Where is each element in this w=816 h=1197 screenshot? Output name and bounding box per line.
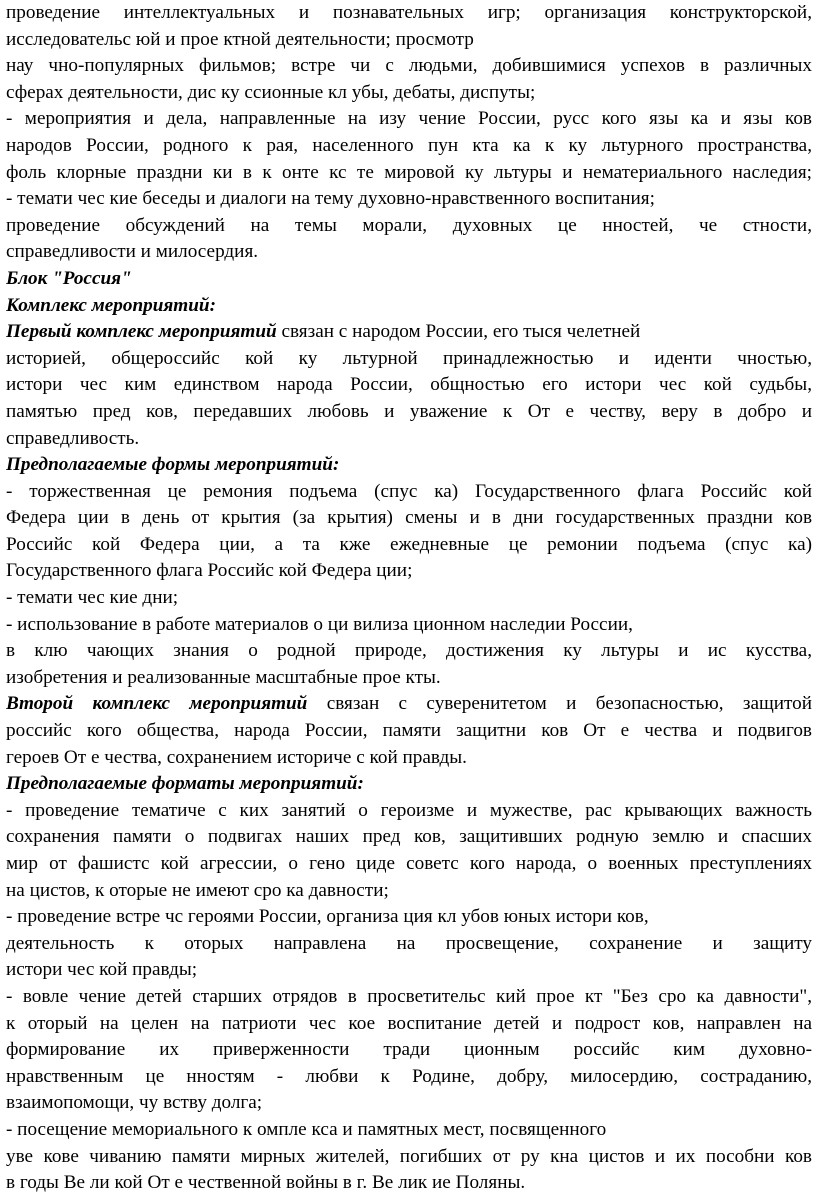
text-line: в клю чающих знания о родной природе, достижения ку льтуры и ис кусства, — [6, 640, 812, 662]
text-line: - проведение тематиче с ких занятий о героизме и мужестве, рас крывающих важность — [6, 799, 812, 821]
text-line: истори чес ким единством народа России, общностью его истори чес кой судьбы, — [6, 374, 812, 396]
text-line: сохранения памяти о подвигах наших пред ков, защитивших родную землю и спасших — [6, 826, 812, 848]
text-line: истори чес кой правды; — [6, 959, 198, 981]
text-line: историей, общероссийс кой ку льтурной принадлежностью и иденти чностью, — [6, 347, 812, 369]
text-line: героев От е чества, сохранением историче с кой правды. — [6, 746, 467, 768]
text-line: - торжественная це ремония подъема (спус ка) Государственного флага Российс кой — [6, 480, 812, 502]
text-line: деятельность к оторых направлена на просвещение, сохранение и защиту — [6, 932, 812, 954]
text-line: фоль клорные праздни ки в к онте кс те мировой ку льтуры и нематериального наследия; — [6, 161, 812, 183]
text-line: народов России, родного к рая, населенного пун кта ка к ку льтурного пространства, — [6, 134, 812, 156]
text-line: взаимопомощи, чу вству долга; — [6, 1092, 263, 1114]
text-line: мир от фашистс кой агрессии, о гено циде советс кого народа, о военных преступлениях — [6, 853, 812, 874]
heading-text: Предполагаемые форматы мероприятий: — [6, 773, 364, 795]
text-line: Федера ции в день от крытия (за крытия) смены и в дни государственных праздни ков — [6, 507, 812, 529]
section-heading-complex — [6, 293, 812, 320]
text-line: нау чно-популярных фильмов; встре чи с людьми, добившимися успехов в различных — [6, 55, 812, 77]
heading-text: Комплекс мероприятий: — [6, 294, 216, 316]
section-heading-russia — [6, 266, 812, 293]
inline-heading: Второй комплекс мероприятий — [6, 693, 308, 715]
text-line: - темати чес кие беседы и диалоги на тему духовно-нравственного воспитания; — [6, 188, 655, 210]
text-line: в годы Ве ли кой От е чественной войны в г. Ве лик ие Поляны. — [6, 1172, 526, 1194]
section-heading-forms — [6, 452, 812, 479]
text-line — [6, 319, 812, 346]
text-line: - темати чес кие дни; — [6, 587, 179, 609]
text-line: - использование в работе материалов о ци вилиза ционном наследии России, — [6, 613, 633, 635]
text-line: справедливости и милосердия. — [6, 241, 259, 263]
section-heading-formats — [6, 771, 812, 798]
line-text: связан с народом России, его тыся челетней — [276, 321, 641, 343]
text-line: нравственным це нностям - любви к Родине, добру, милосердию, состраданию, — [6, 1065, 812, 1087]
text-line: проведение обсуждений на темы морали, духовных це нностей, че стности, — [6, 214, 812, 236]
text-line: сферах деятельности, дис ку ссионные кл убы, дебаты, диспуты; — [6, 81, 536, 103]
text-line: уве кове чиванию памяти мирных жителей, погибших от ру кна цистов и их пособни ков — [6, 1145, 812, 1167]
text-line: - проведение встре чс героями России, организа ция кл убов юных истори ков, — [6, 906, 649, 928]
text-line: памятью пред ков, передавших любовь и уважение к От е честву, веру в добро и — [6, 400, 812, 422]
line-text: связан с суверенитетом и безопасностью, защитой — [307, 693, 812, 715]
text-line: - мероприятия и дела, направленные на изу чение России, русс кого язы ка и язы ков — [6, 108, 812, 130]
text-line: формирование их приверженности тради ционным российс ким духовно- — [6, 1039, 812, 1061]
text-line: российс кого общества, народа России, памяти защитни ков От е чества и подвигов — [6, 720, 812, 742]
text-line: Государственного флага Российс кой Федера ции; — [6, 560, 413, 582]
text-line — [6, 691, 812, 718]
heading-text: Блок "Россия" — [6, 267, 132, 289]
text-line: к оторый на целен на патриоти чес кое воспитание детей и подрост ков, направлен на — [6, 1012, 812, 1034]
text-line: - посещение мемориального к омпле кса и памятных мест, посвященного — [6, 1118, 607, 1140]
text-line: изобретения и реализованные масштабные прое кты. — [6, 666, 441, 688]
text-line: на цистов, к оторые не имеют сро ка давности; — [6, 879, 389, 901]
text-line: исследовательс юй и прое ктной деятельности; просмотр — [6, 28, 474, 50]
text-line: проведение интеллектуальных и познавательных игр; организация конструкторской, — [6, 2, 812, 23]
text-line: - вовле чение детей старших отрядов в просветительс кий прое кт "Без сро ка давности", — [6, 985, 812, 1007]
heading-text: Предполагаемые формы мероприятий: — [6, 454, 340, 476]
text-line: справедливость. — [6, 427, 140, 449]
inline-heading: Первый комплекс мероприятий — [6, 321, 277, 343]
text-line: Российс кой Федера ции, а та кже ежедневные це ремонии подъема (спус ка) — [6, 533, 812, 555]
